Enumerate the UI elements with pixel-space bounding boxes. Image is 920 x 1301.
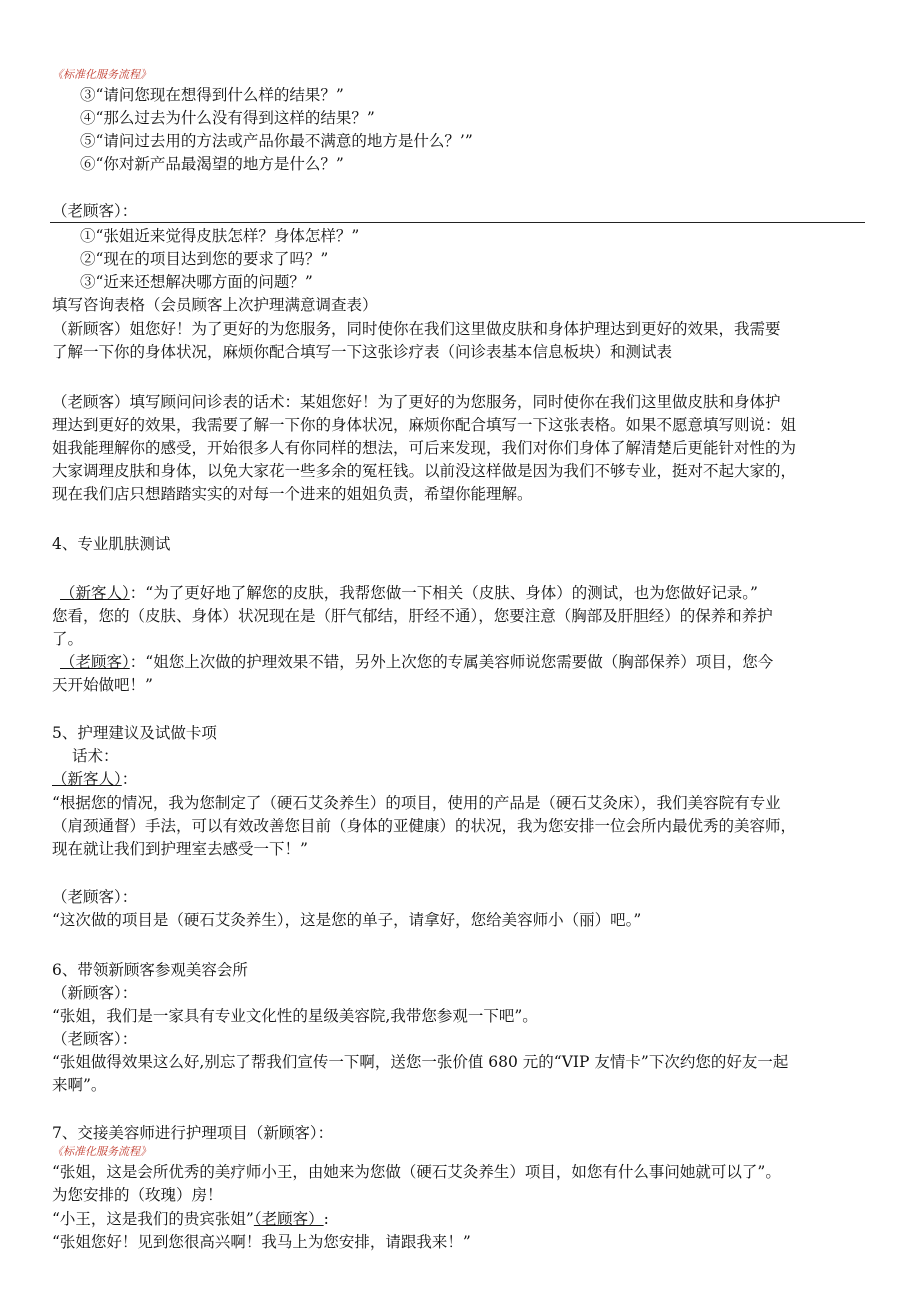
section-4-old-line-2: 天开始做吧！” [52,676,153,694]
section-5-new-line-1: “根据您的情况，我为您制定了（硬石艾灸养生）的项目，使用的产品是（硬石艾灸床），我们美容院有专业 [52,794,781,812]
section-6-new-line: “张姐，我们是一家具有专业文化性的星级美容院,我带您参观一下吧”。 [52,1007,538,1025]
new-guest-label: （新客人） [60,584,130,602]
question-new-6: ⑥“你对新产品最渴望的地方是什么？” [80,155,344,173]
new-guest-label-5: （新客人） [52,770,122,788]
form-old-line-4: 大家调理皮肤和身体，以免大家花一些多余的冤枉钱。以前没这样做是因为我们不够专业，挺对不起大家的， [52,462,797,480]
section-7-line-2: 为您安排的（玫瑰）房！ [52,1186,223,1204]
section-7-line-1: “张姐，这是会所优秀的美疗师小王，由她来为您做（硬石艾灸养生）项目，如您有什么事问她就可以了”。 [52,1163,781,1181]
section-6-old-line-2: 来啊”。 [52,1076,107,1094]
section-7-line-3-colon: : [323,1210,329,1228]
section-4-new-line-1 [60,582,758,604]
header-tag: 《标准化服务流程》 [52,68,151,81]
section-5-old-label: （老顾客）： [52,888,138,906]
new-guest-colon-5: ： [121,770,138,788]
section-4-new-line-2: 您看，您的（皮肤、身体）状况现在是（肝气郁结，肝经不通），您要注意（胸部及肝胆经）的保养和养护 [52,607,773,625]
section-4-title: 4、专业肌肤测试 [52,535,171,553]
form-old-line-3: 姐我能理解你的感受，开始很多人有你同样的想法，可后来发现，我们对你们身体了解清楚后更能针对性的为 [52,439,797,457]
question-new-4: ④“那么过去为什么没有得到这样的结果？” [80,109,375,127]
old-customer-label: （老顾客）： [52,202,138,220]
section-7-line-4: “张姐您好！见到您很高兴啊！我马上为您安排，请跟我来！” [52,1233,471,1251]
question-new-5: ⑤“请问过去用的方法或产品你最不满意的地方是什么？’” [80,132,473,150]
question-old-2: ②“现在的项目达到您的要求了吗？” [80,250,329,268]
script-label: 话术： [72,747,119,765]
old-customer-label-7: （老顾客） [253,1210,324,1228]
section-6-new-label: （新顾客）： [52,984,138,1002]
form-title: 填写咨询表格（会员顾客上次护理满意调查表） [52,296,378,314]
form-new-line-1: （新顾客）姐您好！为了更好的为您服务，同时使你在我们这里做皮肤和身体护理达到更好的效果，我需要 [52,320,781,338]
form-old-line-5: 现在我们店只想踏踏实实的对每一个进来的姐姐负责，希望你能理解。 [52,485,533,503]
section-7-line-3 [52,1208,329,1230]
section-5-old-line: “这次做的项目是（硬石艾灸养生），这是您的单子，请拿好，您给美容师小（丽）吧。” [52,911,642,929]
question-old-3: ③“近来还想解决哪方面的问题？” [80,273,313,291]
new-guest-text: ：“为了更好地了解您的皮肤，我帮您做一下相关（皮肤、身体）的测试，也为您做好记录。” [129,584,758,602]
question-new-3: ③“请问您现在想得到什么样的结果？” [80,86,344,104]
section-5-new-label [52,768,137,790]
old-customer-text-4: ：“姐您上次做的护理效果不错，另外上次您的专属美容师说您需要做（胸部保养）项目，您今 [129,653,774,671]
section-5-new-line-3: 现在就让我们到护理室去感受一下！” [52,840,308,858]
section-6-old-line-1: “张姐做得效果这么好,别忘了帮我们宣传一下啊，送您一张价值 680 元的“VIP 友情卡”下次约您的好友一起 [52,1053,789,1071]
section-4-old-line-1 [60,651,773,673]
section-7-line-3-text: “小王，这是我们的贵宾张姐” [52,1210,254,1228]
form-new-line-2: 了解一下你的身体状况，麻烦你配合填写一下这张诊疗表（问诊表基本信息板块）和测试表 [52,343,673,361]
section-6-old-label: （老顾客）： [52,1030,138,1048]
section-7-title: 7、交接美容师进行护理项目（新顾客）： [52,1124,334,1142]
section-5-title: 5、护理建议及试做卡项 [52,724,217,742]
question-old-1: ①“张姐近来觉得皮肤怎样？身体怎样？” [80,227,360,245]
section-4-new-line-3: 了。 [52,630,84,648]
form-old-line-1: （老顾客）填写顾问问诊表的话术：某姐您好！为了更好的为您服务，同时使你在我们这里做皮肤和身体护 [52,393,781,411]
header-tag-repeat: 《标准化服务流程》 [52,1145,151,1158]
divider-line [50,222,865,223]
section-6-title: 6、带领新顾客参观美容会所 [52,961,248,979]
old-customer-label-4: （老顾客） [60,653,130,671]
section-5-new-line-2: （肩颈通督）手法，可以有效改善您目前（身体的亚健康）的状况，我为您安排一位会所内最优秀的美容师， [52,817,797,835]
form-old-line-2: 理达到更好的效果，我需要了解一下你的身体状况，麻烦你配合填写一下这张表格。如果不愿意填写则说：姐 [52,416,797,434]
